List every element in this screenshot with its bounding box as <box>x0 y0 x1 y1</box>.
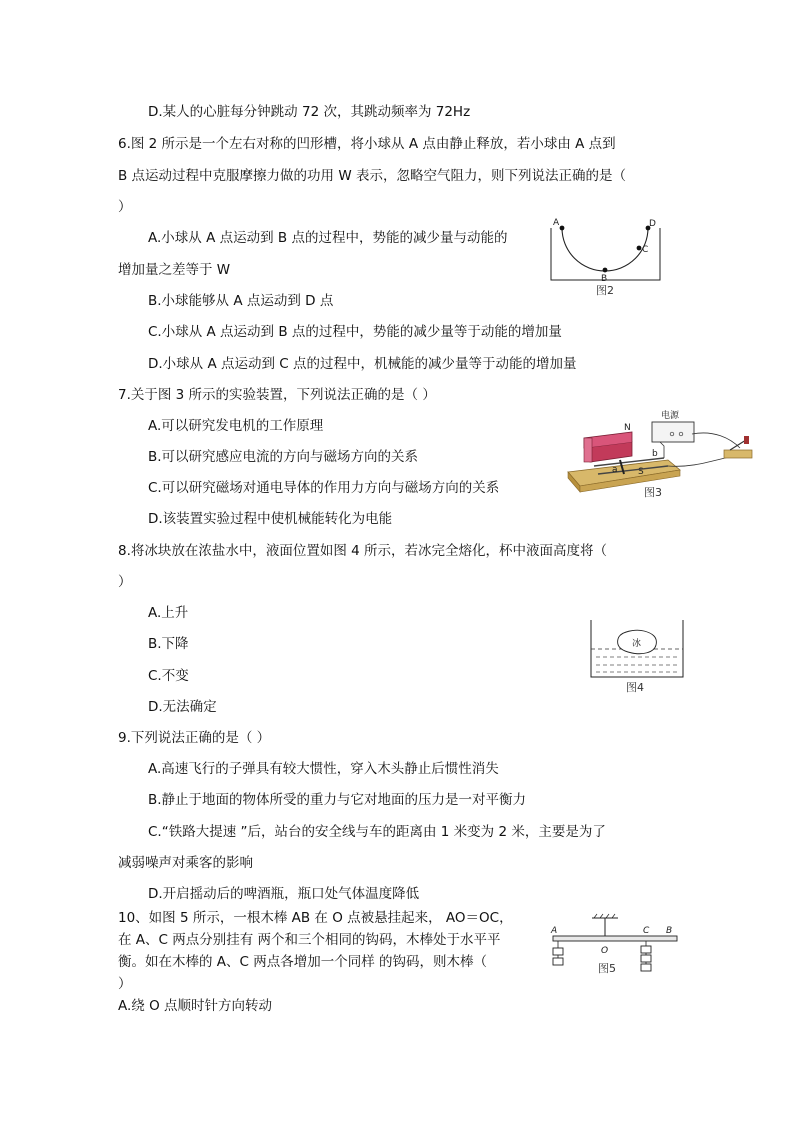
q10-option-a: A.绕 O 点顺时针方向转动 <box>118 998 272 1014</box>
label-a: A <box>553 218 560 228</box>
q6-option-d: D.小球从 A 点运动到 C 点的过程中，机械能的减少量等于动能的增加量 <box>148 356 577 372</box>
label-a: A <box>551 926 558 936</box>
q9-option-a: A.高速飞行的子弹具有较大惯性，穿入木头静止后惯性消失 <box>148 761 499 777</box>
label-b: B <box>666 926 673 936</box>
q7-option-b: B.可以研究感应电流的方向与磁场方向的关系 <box>148 449 419 465</box>
ball-point-b <box>603 268 608 273</box>
figure-4-caption: 图4 <box>626 681 644 694</box>
q7-stem: 7.关于图 3 所示的实验装置，下列说法正确的是（ ） <box>118 387 436 403</box>
q5-option-d: D.某人的心脏每分钟跳动 72 次，其跳动频率为 72Hz <box>148 104 471 120</box>
q8-option-d: D.无法确定 <box>148 699 217 715</box>
figure-3-apparatus <box>564 408 758 500</box>
q6-option-a-line2: 增加量之差等于 W <box>118 262 231 278</box>
q8-option-c: C.不变 <box>148 668 189 684</box>
pole-n-label: N <box>624 423 631 433</box>
q6-stem-line2: B 点运动过程中克服摩擦力做的功用 W 表示，忽略空气阻力，则下列说法正确的是（ <box>118 168 626 184</box>
figure-5-caption: 图5 <box>598 962 616 975</box>
figure-4-beaker <box>588 617 688 697</box>
q10-stem-line4: ） <box>118 976 132 992</box>
rod-a-label: a <box>612 465 618 475</box>
q10-stem-line3: 衡。如在木棒的 A、C 两点各增加一个同样 的钩码，则木棒（ <box>118 954 488 970</box>
ball-point-a <box>560 226 565 231</box>
figure-3-caption: 图3 <box>644 486 662 499</box>
q8-option-a: A.上升 <box>148 605 189 621</box>
q8-stem-line1: 8.将冰块放在浓盐水中，液面位置如图 4 所示，若冰完全熔化，杯中液面高度将（ <box>118 543 608 559</box>
figure-2-caption: 图2 <box>596 284 614 297</box>
q10-stem-line2: 在 A、C 两点分别挂有 两个和三个相同的钩码，木棒处于水平平 <box>118 932 501 948</box>
q9-option-d: D.开启摇动后的啤酒瓶，瓶口处气体温度降低 <box>148 886 420 902</box>
q6-stem-line3: ） <box>118 199 132 215</box>
q9-option-c-line1: C.“铁路大提速 ”后，站台的安全线与车的距离由 1 米变为 2 米，主要是为了 <box>148 824 606 840</box>
figure-2-groove <box>548 214 668 300</box>
label-d: D <box>649 219 656 229</box>
q6-stem-line1: 6.图 2 所示是一个左右对称的凹形槽，将小球从 A 点由静止释放，若小球由 A 点到 <box>118 136 616 152</box>
q7-option-d: D.该装置实验过程中使机械能转化为电能 <box>148 511 393 527</box>
q8-stem-line2: ） <box>118 574 132 590</box>
q6-option-c: C.小球从 A 点运动到 B 点的过程中，势能的减少量等于动能的增加量 <box>148 324 562 340</box>
label-c: C <box>642 245 649 255</box>
q6-option-a-line1: A.小球从 A 点运动到 B 点的过程中，势能的减少量与动能的 <box>148 230 508 246</box>
figure-5-lever <box>548 912 688 978</box>
q9-option-b: B.静止于地面的物体所受的重力与它对地面的压力是一对平衡力 <box>148 792 527 808</box>
rod-b-label: b <box>652 449 658 459</box>
q10-stem-line1: 10、如图 5 所示，一根木棒 AB 在 O 点被悬挂起来， AO＝OC， <box>118 910 513 926</box>
q8-option-b: B.下降 <box>148 636 189 652</box>
q7-option-a: A.可以研究发电机的工作原理 <box>148 418 324 434</box>
q6-option-b: B.小球能够从 A 点运动到 D 点 <box>148 293 334 309</box>
ice-label: 冰 <box>632 639 642 649</box>
power-label: 电源 <box>661 411 680 421</box>
pole-s-label: S <box>638 467 644 477</box>
label-o: O <box>601 946 609 956</box>
label-b: B <box>601 274 608 284</box>
ball-point-c <box>637 246 642 251</box>
q7-option-c: C.可以研究磁场对通电导体的作用力方向与磁场方向的关系 <box>148 480 500 496</box>
q9-option-c-line2: 减弱噪声对乘客的影响 <box>118 855 253 871</box>
label-c: C <box>643 926 650 936</box>
q9-stem: 9.下列说法正确的是（ ） <box>118 730 271 746</box>
